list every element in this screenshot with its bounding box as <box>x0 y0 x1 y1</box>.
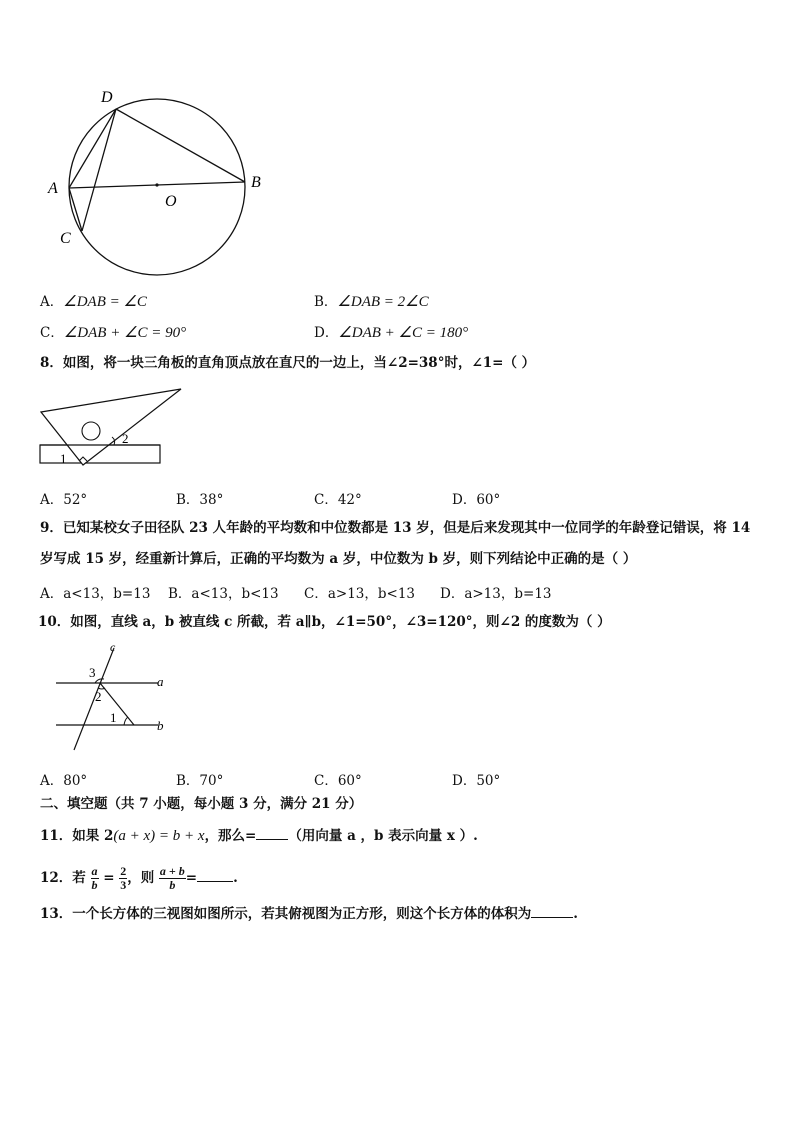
frac-den: 3 <box>120 878 127 892</box>
q11-prefix: 11．如果 2 <box>40 828 114 844</box>
label-A: A <box>48 180 58 197</box>
label-angle-1: 1 <box>110 710 117 725</box>
chord-AC <box>69 188 82 231</box>
q10-stem: 10．如图，直线 a，b 被直线 c 所截，若 a∥b，∠1=50°，∠3=120°，则∠2 的度数为（ ） <box>38 614 611 630</box>
option-expr: ∠DAB = ∠C <box>63 294 147 310</box>
option-letter: A． <box>40 294 64 310</box>
q11-suffix: （用向量 a ，b 表示向量 x ）. <box>288 828 478 844</box>
q13-answer-blank[interactable] <box>531 917 573 918</box>
q8-stem: 8．如图，将一块三角板的直角顶点放在直尺的一边上，当∠2=38°时，∠1=（ ） <box>40 355 536 371</box>
circle-figure <box>40 85 280 280</box>
q9-stem-line2: 岁写成 15 岁，经重新计算后，正确的平均数为 a 岁，中位数为 b 岁，则下列结论中正确的是（ ） <box>40 551 637 567</box>
line-c <box>74 648 114 750</box>
chord-DB <box>116 109 245 182</box>
q7-option-d <box>314 321 468 342</box>
option-letter: C． <box>40 325 64 341</box>
transversal-segment <box>100 683 134 725</box>
q9-option-a: A．a<13，b=13 <box>40 586 151 602</box>
q12-eq: = <box>103 870 115 886</box>
q10-option-b: B．70° <box>176 773 224 789</box>
label-angle-1: 1 <box>60 451 67 466</box>
q12-eq2: = <box>185 870 198 886</box>
fraction-a-over-b <box>91 865 99 892</box>
q7-option-a <box>40 290 147 311</box>
q11-expr: (a + x) = b + x <box>113 828 205 844</box>
q9-stem-line1: 9．已知某校女子田径队 23 人年龄的平均数和中位数都是 13 岁，但是后来发现其中一位同学的年龄登记错误，将 14 <box>40 520 751 536</box>
frac-den: b <box>169 878 176 892</box>
q11-line <box>40 827 478 845</box>
frac-num: a <box>91 864 98 878</box>
label-a: a <box>157 674 164 689</box>
q12-line <box>40 860 238 896</box>
q8-option-a: A．52° <box>40 492 88 508</box>
q13-line <box>40 905 578 923</box>
q7-option-c <box>40 321 186 342</box>
q8-option-b: B．38° <box>176 492 224 508</box>
option-expr: ∠DAB + ∠C = 180° <box>338 325 469 341</box>
q12-end: . <box>233 870 238 886</box>
center-point <box>155 183 158 186</box>
label-b: b <box>157 718 164 733</box>
frac-num: 2 <box>120 864 127 878</box>
option-expr: ∠DAB + ∠C = 90° <box>63 325 187 341</box>
q10-option-a: A．80° <box>40 773 88 789</box>
label-angle-2: 2 <box>122 431 129 446</box>
q8-option-d: D．60° <box>452 492 501 508</box>
q10-option-c: C．60° <box>314 773 362 789</box>
frac-num: a + b <box>159 864 185 878</box>
label-C: C <box>60 230 71 247</box>
label-angle-2: 2 <box>95 689 102 704</box>
q11-mid: ，那么= <box>204 828 257 844</box>
angle-1-arc <box>124 717 128 725</box>
label-O: O <box>165 193 177 210</box>
option-letter: D． <box>314 325 339 341</box>
option-letter: B． <box>314 294 338 310</box>
q8-figure <box>38 385 188 470</box>
option-expr: ∠DAB = 2∠C <box>337 294 429 310</box>
q8-option-c: C．42° <box>314 492 362 508</box>
label-c: c <box>110 640 116 654</box>
q9-option-c: C．a>13，b<13 <box>304 586 415 602</box>
chord-DC <box>82 109 116 231</box>
q10-figure <box>52 640 172 755</box>
section-heading: 二、填空题（共 7 小题，每小题 3 分，满分 21 分） <box>40 796 363 812</box>
frac-den: b <box>91 878 98 892</box>
angle-3-arc <box>95 679 104 683</box>
q10-option-d: D．50° <box>452 773 501 789</box>
q7-option-b <box>314 290 429 311</box>
q13-stem: 13．一个长方体的三视图如图所示，若其俯视图为正方形，则这个长方体的体积为 <box>40 906 532 922</box>
label-angle-3: 3 <box>89 665 96 680</box>
q11-answer-blank[interactable] <box>256 839 288 840</box>
q12-prefix: 12．若 <box>40 870 86 886</box>
q12-answer-blank[interactable] <box>197 881 233 882</box>
q12-mid: ，则 <box>127 870 155 886</box>
fraction-a-plus-b-over-b <box>159 865 186 892</box>
label-B: B <box>251 174 261 191</box>
q9-option-b: B．a<13，b<13 <box>168 586 279 602</box>
chord-DA <box>69 109 116 188</box>
label-D: D <box>101 89 113 106</box>
q13-end: . <box>573 906 578 922</box>
q9-option-d: D．a>13，b=13 <box>440 586 552 602</box>
